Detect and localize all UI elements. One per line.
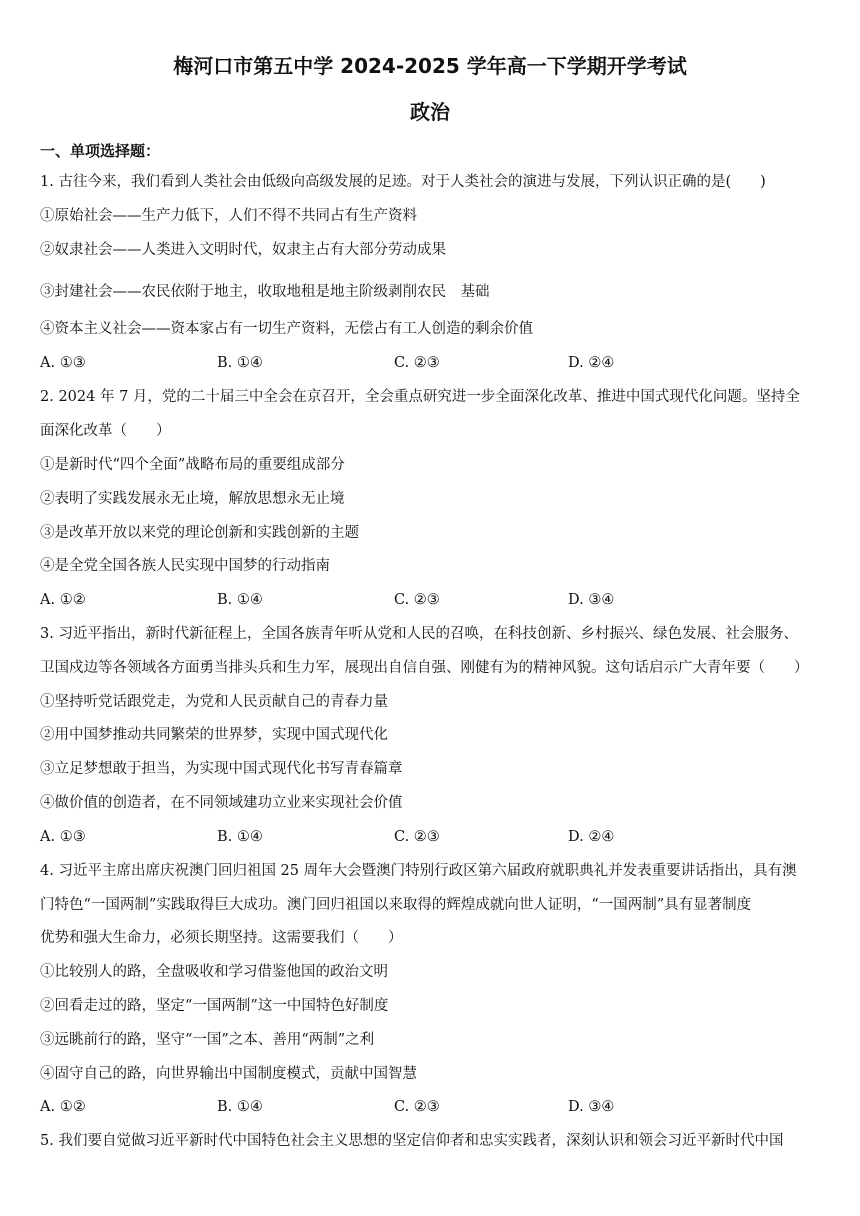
question-2-statement-1: ①是新时代“四个全面”战略布局的重要组成部分 (40, 457, 345, 473)
choice-d: D. ③④ (568, 592, 615, 608)
question-5-stem-line-1: 5. 我们要自觉做习近平新时代中国特色社会主义思想的坚定信仰者和忠实实践者，深刻认识和领会习近平新时代中国 (40, 1133, 784, 1149)
question-2-stem-line-1: 2. 2024 年 7 月，党的二十届三中全会在京召开，全会重点研究进一步全面深化改革、推进中国式现代化问题。坚持全 (40, 389, 800, 405)
question-3-stem-line-2: 卫国戍边等各领域各方面勇当排头兵和生力军，展现出自信自强、刚健有为的精神风貌。这句话启示广大青年要（ ） (40, 660, 809, 676)
question-3-statement-3: ③立足梦想敢于担当，为实现中国式现代化书写青春篇章 (40, 761, 403, 777)
choice-b: B. ①④ (217, 592, 263, 608)
question-3-statement-4: ④做价值的创造者，在不同领域建功立业来实现社会价值 (40, 795, 403, 811)
question-1-choices (40, 353, 826, 373)
question-4-statement-3: ③远眺前行的路，坚守“一国”之本、善用“两制”之利 (40, 1032, 375, 1048)
question-3-stem-line-1: 3. 习近平指出，新时代新征程上，全国各族青年听从党和人民的召唤，在科技创新、乡村振兴、绿色发展、社会服务、 (40, 626, 798, 642)
question-2-choices (40, 590, 826, 610)
choice-a: A. ①③ (40, 355, 86, 371)
choice-b: B. ①④ (217, 355, 263, 371)
question-4-statement-4: ④固守自己的路，向世界输出中国制度模式，贡献中国智慧 (40, 1066, 417, 1082)
question-3-statement-2: ②用中国梦推动共同繁荣的世界梦，实现中国式现代化 (40, 727, 388, 743)
choice-c: C. ②③ (394, 355, 440, 371)
question-3-statement-1: ①坚持听党话跟党走，为党和人民贡献自己的青春力量 (40, 694, 388, 710)
question-4-choices (40, 1097, 826, 1117)
question-4-statement-1: ①比较别人的路，全盘吸收和学习借鉴他国的政治文明 (40, 964, 388, 980)
subject-title: 政治 (410, 100, 450, 124)
choice-c: C. ②③ (394, 592, 440, 608)
question-2-statement-4: ④是全党全国各族人民实现中国梦的行动指南 (40, 558, 330, 574)
choice-b: B. ①④ (217, 829, 263, 845)
question-2-statement-2: ②表明了实践发展永无止境，解放思想永无止境 (40, 491, 345, 507)
choice-a: A. ①③ (40, 829, 86, 845)
choice-c: C. ②③ (394, 1099, 440, 1115)
question-1-statement-2: ②奴隶社会——人类进入文明时代，奴隶主占有大部分劳动成果 (40, 242, 446, 258)
choice-c: C. ②③ (394, 829, 440, 845)
exam-title: 梅河口市第五中学 2024-2025 学年高一下学期开学考试 (173, 54, 687, 78)
question-1-statement-4: ④资本主义社会——资本家占有一切生产资料，无偿占有工人创造的剩余价值 (40, 321, 533, 337)
question-1-statement-1: ①原始社会——生产力低下，人们不得不共同占有生产资料 (40, 208, 417, 224)
question-1-stem: 1. 古往今来，我们看到人类社会由低级向高级发展的足迹。对于人类社会的演进与发展，下列认识正确的是( ) (40, 174, 766, 190)
question-2-stem-line-2: 面深化改革（ ） (40, 423, 171, 439)
question-4-stem-line-2: 门特色“一国两制”实践取得巨大成功。澳门回归祖国以来取得的辉煌成就向世人证明，“一国两制”具有显著制度 (40, 897, 752, 913)
choice-a: A. ①② (40, 1099, 86, 1115)
question-4-stem-line-1: 4. 习近平主席出席庆祝澳门回归祖国 25 周年大会暨澳门特别行政区第六届政府就职典礼并发表重要讲话指出，具有澳 (40, 863, 797, 879)
question-3-choices (40, 827, 826, 847)
question-4-stem-line-3: 优势和强大生命力，必须长期坚持。这需要我们（ ） (40, 930, 403, 946)
choice-d: D. ③④ (568, 1099, 615, 1115)
choice-b: B. ①④ (217, 1099, 263, 1115)
choice-a: A. ①② (40, 592, 86, 608)
question-1-statement-3: ③封建社会——农民依附于地主，收取地租是地主阶级剥削农民 基础 (40, 284, 490, 300)
choice-d: D. ②④ (568, 355, 615, 371)
question-4-statement-2: ②回看走过的路，坚定“一国两制”这一中国特色好制度 (40, 998, 389, 1014)
choice-d: D. ②④ (568, 829, 615, 845)
section-heading: 一、单项选择题： (40, 142, 161, 160)
question-2-statement-3: ③是改革开放以来党的理论创新和实践创新的主题 (40, 525, 359, 541)
